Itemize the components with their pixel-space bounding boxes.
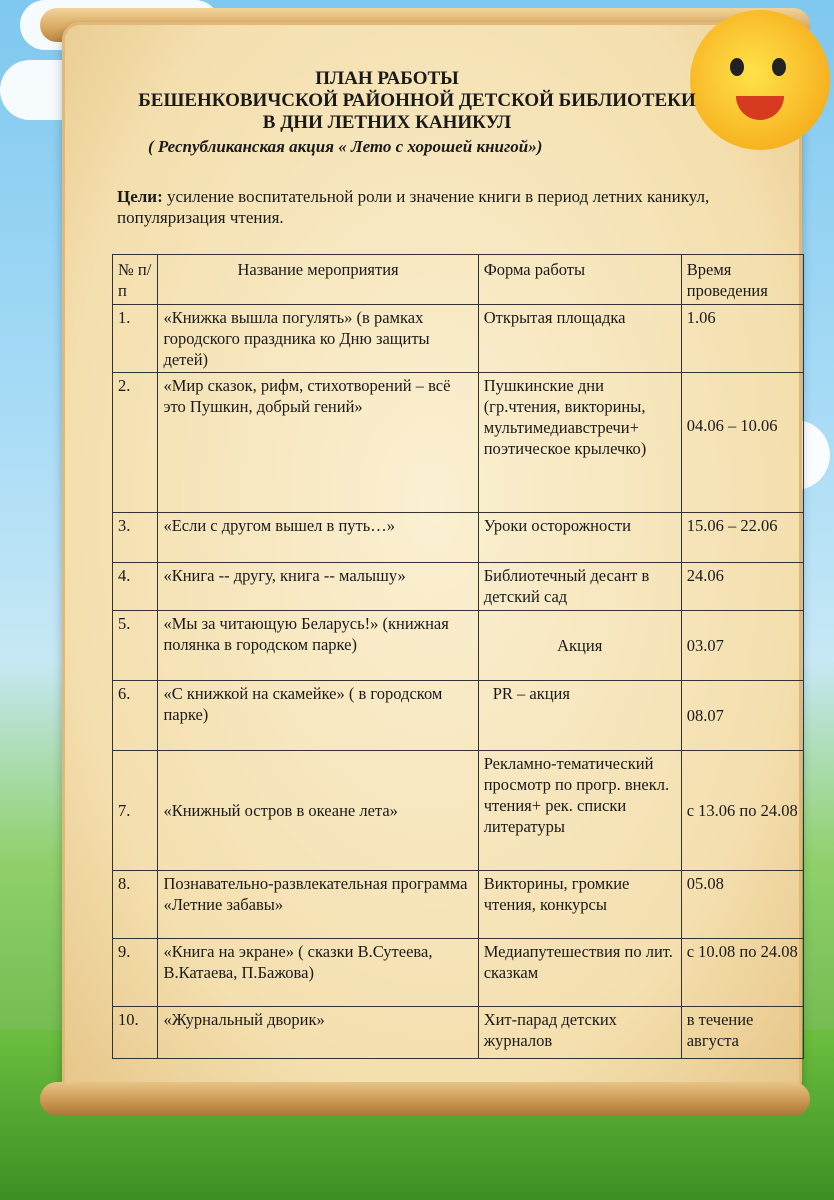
- events-table: [112, 254, 804, 1059]
- row-form: Пушкинские дни (гр.чтения, викторины, мультимедиавстречи+ поэтическое крылечко): [478, 373, 681, 513]
- row-form: Открытая площадка: [478, 305, 681, 373]
- row-name: «Книжка вышла погулять» (в рамках городского праздника ко Дню защиты детей): [158, 305, 478, 373]
- table-row: [113, 1007, 804, 1059]
- row-name: Познавательно-развлекательная программа «Летние забавы»: [158, 871, 478, 939]
- goals-paragraph: [117, 186, 767, 228]
- scroll-roll-bottom: [40, 1082, 810, 1116]
- row-number: 2.: [113, 373, 158, 513]
- row-name: «Книга -- другу, книга -- малышу»: [158, 563, 478, 611]
- table-row: [113, 751, 804, 871]
- row-number: 3.: [113, 513, 158, 563]
- subtitle: ( Республиканская акция « Лето с хорошей книгой»): [148, 137, 543, 156]
- row-number: 9.: [113, 939, 158, 1007]
- table-row: [113, 373, 804, 513]
- row-number: 1.: [113, 305, 158, 373]
- page-title: [0, 68, 834, 134]
- row-time: 08.07: [681, 681, 803, 751]
- row-time: 15.06 – 22.06: [681, 513, 803, 563]
- row-form: PR – акция: [478, 681, 681, 751]
- header-name: Название мероприятия: [158, 255, 478, 305]
- table-row: [113, 513, 804, 563]
- table-row: [113, 939, 804, 1007]
- goals-label: Цели:: [117, 187, 163, 206]
- row-time: 03.07: [681, 611, 803, 681]
- table-row: [113, 611, 804, 681]
- row-form: Библиотечный десант в детский сад: [478, 563, 681, 611]
- table-row: [113, 681, 804, 751]
- row-number: 5.: [113, 611, 158, 681]
- row-form: Медиапутешествия по лит. сказкам: [478, 939, 681, 1007]
- row-time: 24.06: [681, 563, 803, 611]
- row-number: 7.: [113, 751, 158, 871]
- row-form: Викторины, громкие чтения, конкурсы: [478, 871, 681, 939]
- row-form: Хит-парад детских журналов: [478, 1007, 681, 1059]
- row-name: «Книга на экране» ( сказки В.Сутеева, В.Катаева, П.Бажова): [158, 939, 478, 1007]
- title-line-2: БЕШЕНКОВИЧСКОЙ РАЙОННОЙ ДЕТСКОЙ БИБЛИОТЕКИ: [138, 90, 696, 111]
- title-line-3: В ДНИ ЛЕТНИХ КАНИКУЛ: [262, 112, 512, 133]
- row-name: «Книжный остров в океане лета»: [158, 751, 478, 871]
- row-name: «С книжкой на скамейке» ( в городском парке): [158, 681, 478, 751]
- title-line-1: ПЛАН РАБОТЫ: [315, 68, 459, 89]
- table-row: [113, 563, 804, 611]
- row-name: «Журнальный дворик»: [158, 1007, 478, 1059]
- row-name: «Если с другом вышел в путь…»: [158, 513, 478, 563]
- row-number: 6.: [113, 681, 158, 751]
- row-time: в течение августа: [681, 1007, 803, 1059]
- row-time: 04.06 – 10.06: [681, 373, 803, 513]
- table-header-row: [113, 255, 804, 305]
- row-form: Уроки осторожности: [478, 513, 681, 563]
- header-number: № п/п: [113, 255, 158, 305]
- header-time: Время проведения: [681, 255, 803, 305]
- row-number: 8.: [113, 871, 158, 939]
- row-form: Акция: [478, 611, 681, 681]
- header-form: Форма работы: [478, 255, 681, 305]
- goals-text: усиление воспитательной роли и значение книги в период летних каникул, популяризация чтения.: [117, 187, 710, 227]
- row-number: 10.: [113, 1007, 158, 1059]
- table-row: [113, 871, 804, 939]
- row-name: «Мир сказок, рифм, стихотворений – всё это Пушкин, добрый гений»: [158, 373, 478, 513]
- row-time: 05.08: [681, 871, 803, 939]
- row-number: 4.: [113, 563, 158, 611]
- row-name: «Мы за читающую Беларусь!» (книжная полянка в городском парке): [158, 611, 478, 681]
- row-time: 1.06: [681, 305, 803, 373]
- row-time: с 10.08 по 24.08: [681, 939, 803, 1007]
- table-row: [113, 305, 804, 373]
- row-form: Рекламно-тематический просмотр по прогр. внекл. чтения+ рек. списки литературы: [478, 751, 681, 871]
- row-time: с 13.06 по 24.08: [681, 751, 803, 871]
